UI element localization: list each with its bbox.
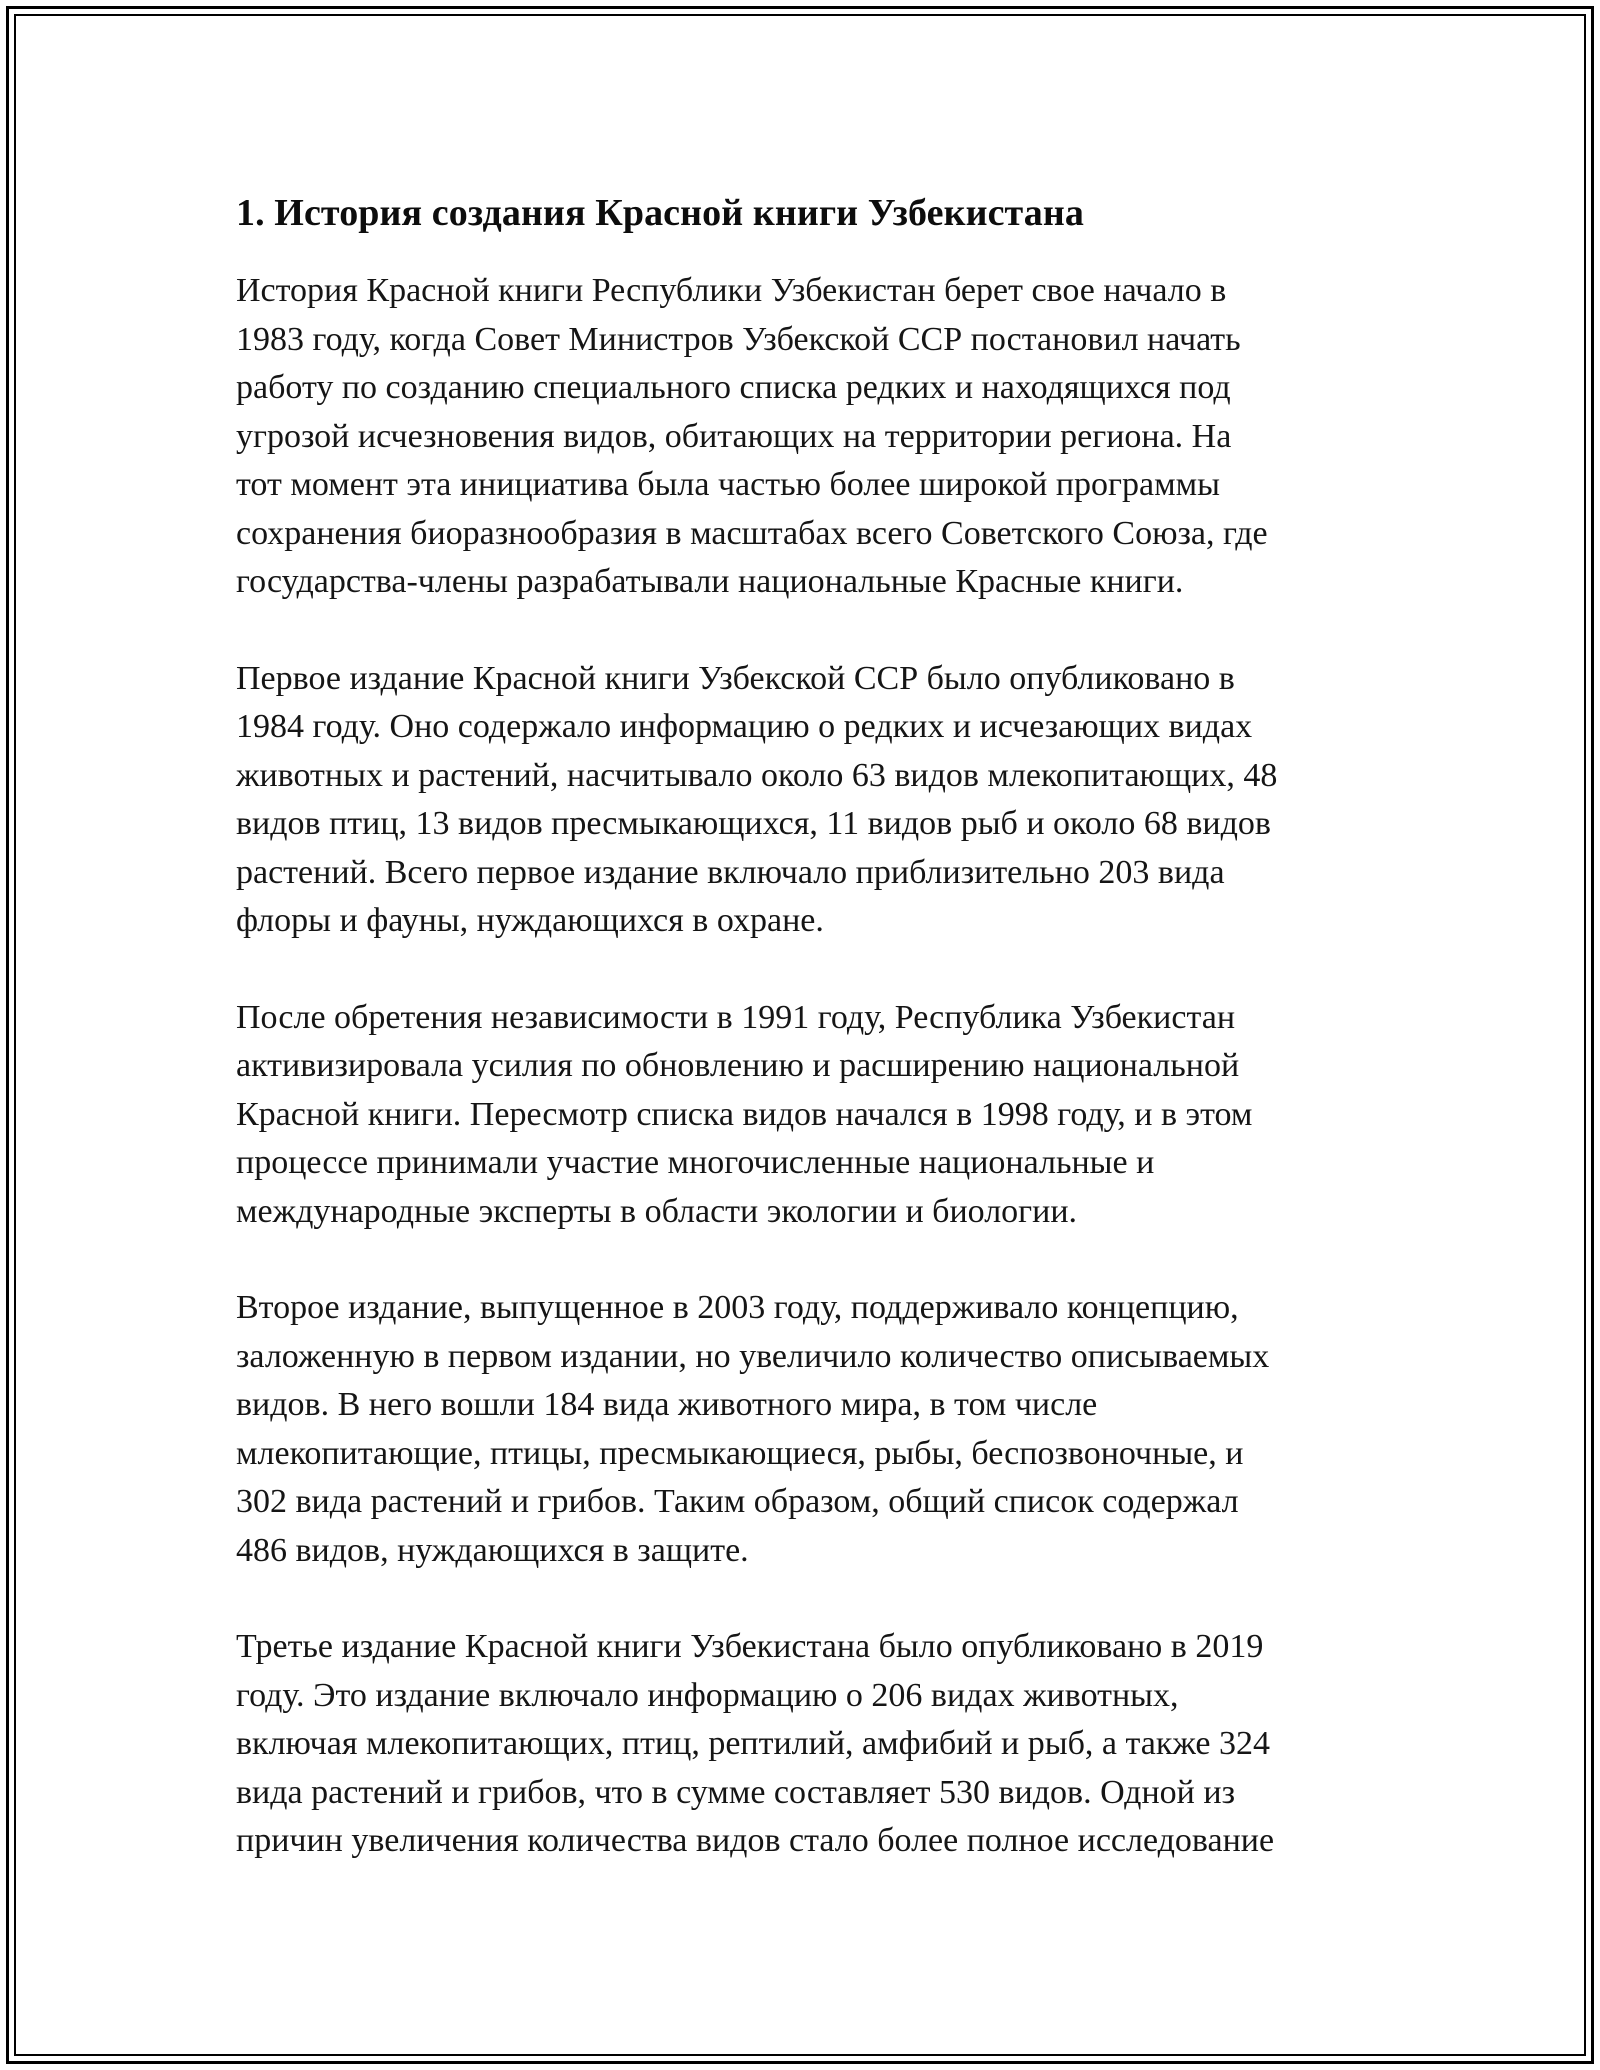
text-line: растений. Всего первое издание включало приблизительно 203 вида <box>236 853 1225 891</box>
text-line: угрозой исчезновения видов, обитающих на территории региона. На <box>236 417 1232 455</box>
text-line: сохранения биоразнообразия в масштабах всего Советского Союза, где <box>236 514 1268 552</box>
text-line: Красной книги. Пересмотр списка видов начался в 1998 году, и в этом <box>236 1095 1253 1133</box>
section-heading: 1. История создания Красной книги Узбекистана <box>236 192 1084 234</box>
text-line: млекопитающие, птицы, пресмыкающиеся, рыбы, беспозвоночные, и <box>236 1434 1244 1472</box>
text-line: 486 видов, нуждающихся в защите. <box>236 1531 749 1569</box>
text-line: международные эксперты в области экологии и биологии. <box>236 1192 1078 1230</box>
text-line: процессе принимали участие многочисленные национальные и <box>236 1144 1155 1181</box>
text-line: 1983 году, когда Совет Министров Узбекской ССР постановил начать <box>236 320 1241 358</box>
text-line: году. Это издание включало информацию о 206 видах животных, <box>236 1676 1179 1714</box>
text-line: 302 вида растений и грибов. Таким образом, общий список содержал <box>236 1483 1239 1520</box>
text-line: История Красной книги Республики Узбекистан берет свое начало в <box>236 272 1227 309</box>
text-line: заложенную в первом издании, но увеличило количество описываемых <box>236 1337 1270 1375</box>
text-line: Третье издание Красной книги Узбекистана было опубликовано в 2019 <box>236 1628 1264 1665</box>
text-line: активизировала усилия по обновлению и расширению национальной <box>236 1047 1240 1084</box>
paragraph-history-origin <box>236 267 1376 607</box>
text-line: причин увеличения количества видов стало более полное исследование <box>236 1822 1275 1859</box>
paragraph-third-edition <box>236 1623 1376 1866</box>
text-line: 1984 году. Оно содержало информацию о редких и исчезающих видах <box>236 708 1253 745</box>
text-line: вида растений и грибов, что в сумме составляет 530 видов. Одной из <box>236 1773 1235 1811</box>
text-line: флоры и фауны, нуждающихся в охране. <box>236 902 824 939</box>
text-line: видов. В него вошли 184 вида животного мира, в том числе <box>236 1386 1098 1423</box>
text-line: Первое издание Красной книги Узбекской ССР было опубликовано в <box>236 659 1235 697</box>
paragraph-independence <box>236 994 1376 1237</box>
text-line: Второе издание, выпущенное в 2003 году, поддерживало концепцию, <box>236 1289 1239 1326</box>
text-line: тот момент эта инициатива была частью более широкой программы <box>236 466 1220 503</box>
text-line: включая млекопитающих, птиц, рептилий, амфибий и рыб, а также 324 <box>236 1725 1270 1762</box>
text-line: животных и растений, насчитывало около 63 видов млекопитающих, 48 <box>236 756 1278 794</box>
text-line: видов птиц, 13 видов пресмыкающихся, 11 видов рыб и около 68 видов <box>236 805 1271 842</box>
paragraph-second-edition <box>236 1284 1376 1575</box>
paragraph-first-edition <box>236 655 1376 946</box>
text-line: государства-члены разрабатывали национальные Красные книги. <box>236 563 1184 600</box>
document-body <box>236 185 1376 1914</box>
text-line: После обретения независимости в 1991 году, Республика Узбекистан <box>236 998 1236 1036</box>
text-line: работу по созданию специального списка редких и находящихся под <box>236 369 1231 406</box>
